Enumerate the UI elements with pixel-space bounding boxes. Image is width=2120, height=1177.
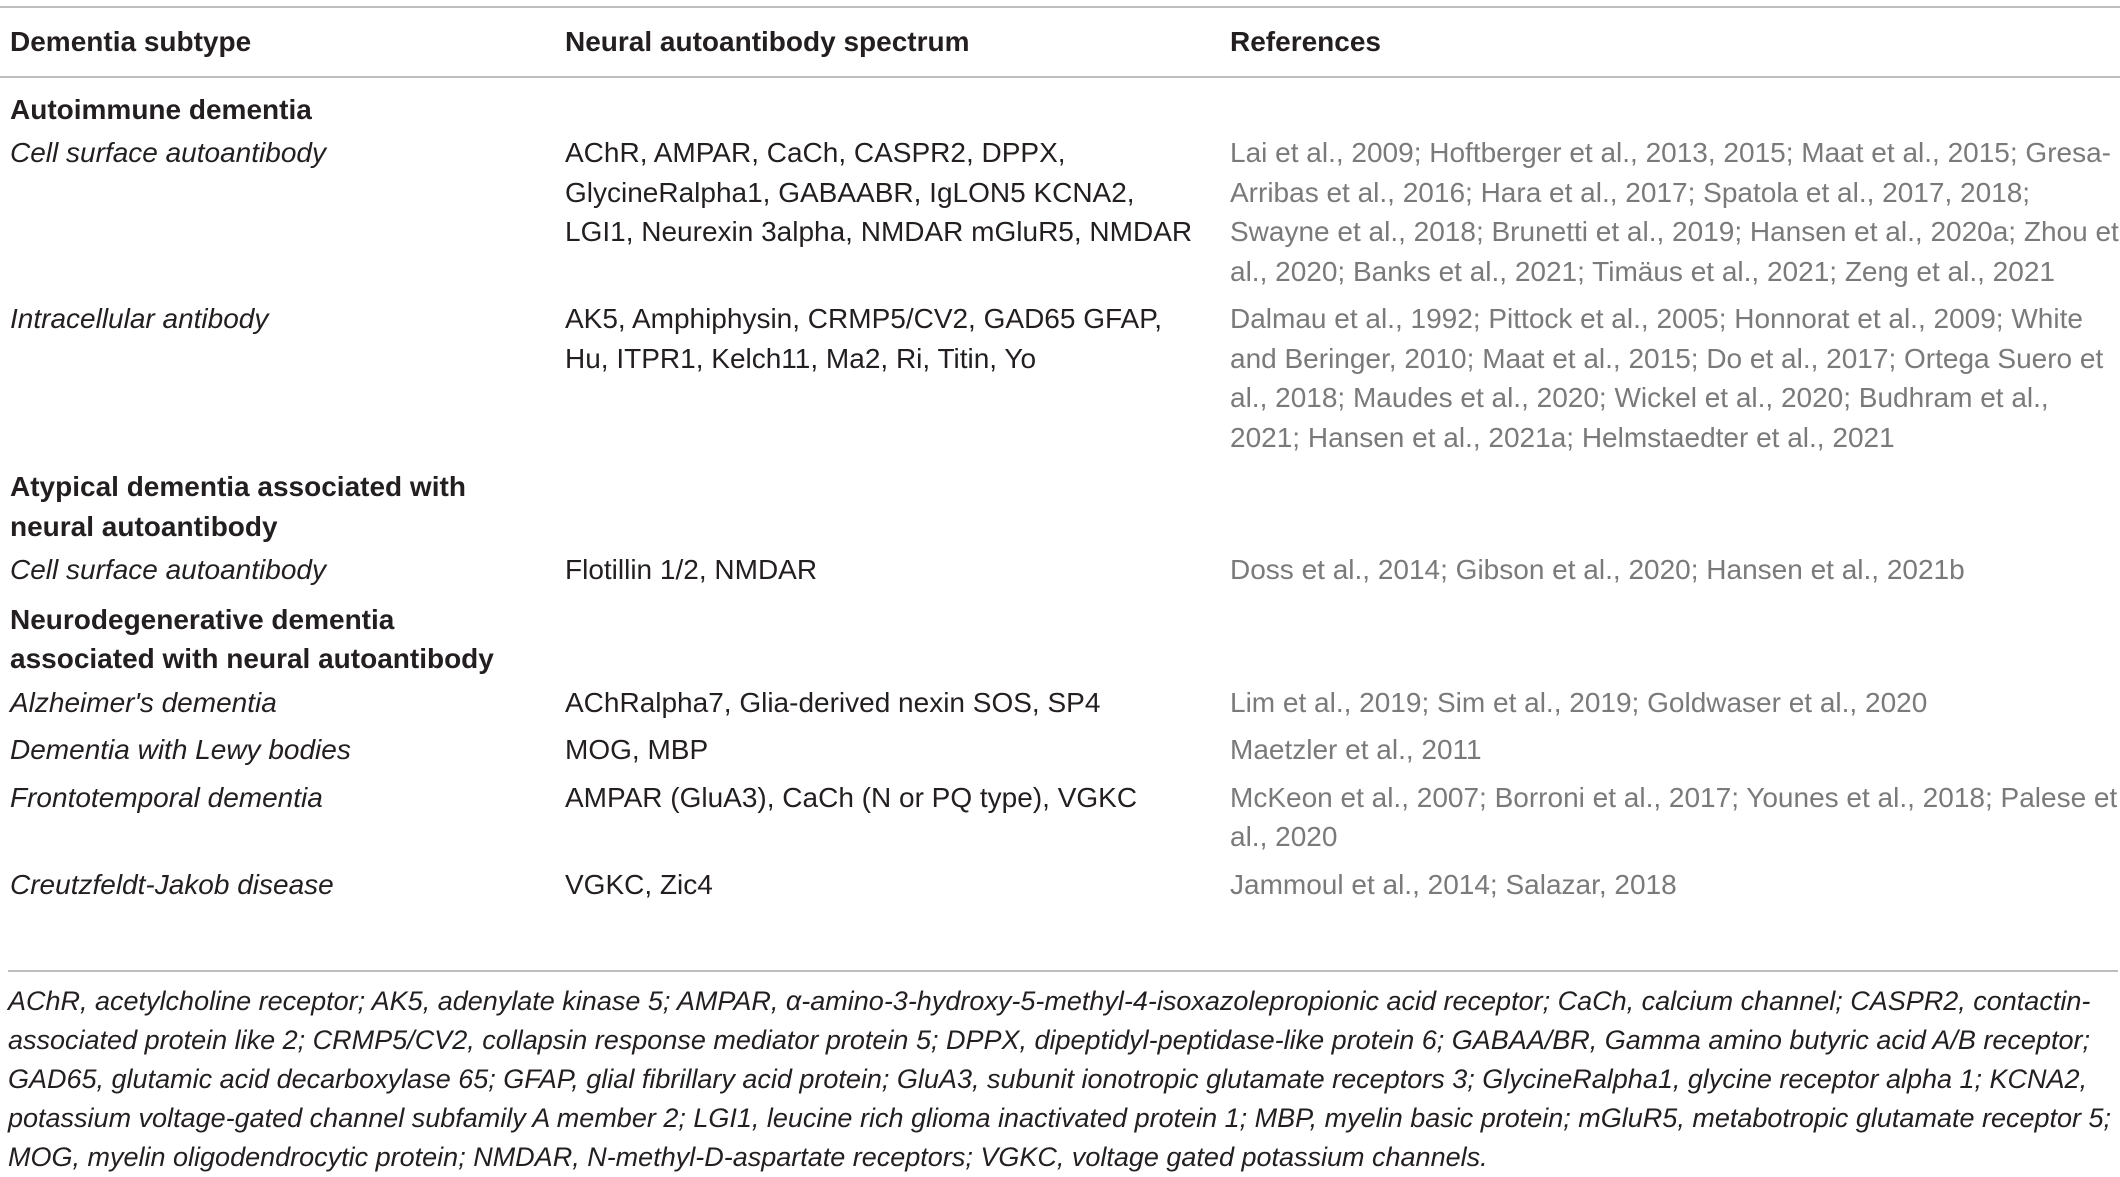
table-row [0, 295, 2120, 461]
section-row [0, 461, 2120, 546]
table-row [0, 679, 2120, 727]
table-row [0, 861, 2120, 909]
table-row [0, 129, 2120, 295]
references-cell: Dalmau et al., 1992; Pittock et al., 2005; Honnorat et al., 2009; White and Beringer, 2010; Maat et al., 2015; Do et al., 2017; Ortega Suero et al., 2018; Maudes et al., 2020; Wickel et al., 2020; Budhram et al., 2021; Hansen et al., 2021a; Helmstaedter et al., 2021 [1230, 303, 2104, 453]
references-cell: Lai et al., 2009; Hoftberger et al., 2013, 2015; Maat et al., 2015; Gresa-Arribas et al., 2016; Hara et al., 2017; Spatola et al., 2017, 2018; Swayne et al., 2018; Brunetti et al., 2019; Hansen et al., 2020a; Zhou et al., 2020; Banks et al., 2021; Timäus et al., 2021; Zeng et al., 2021 [1230, 137, 2119, 287]
antibody-cell: Flotillin 1/2, NMDAR [565, 554, 818, 585]
header-autoantibody-spectrum: Neural autoantibody spectrum [555, 7, 1220, 77]
table-row [0, 546, 2120, 594]
references-cell: Lim et al., 2019; Sim et al., 2019; Goldwaser et al., 2020 [1230, 686, 1928, 718]
subtype-cell: Frontotemporal dementia [10, 781, 323, 813]
footnote-text: AChR, acetylcholine receptor; AK5, adenylate kinase 5; AMPAR, α-amino-3-hydroxy-5-methyl-4-isoxazolepropionic acid receptor; CaCh, calcium channel; CASPR2, contactin-associated protein like 2; CRMP5/CV2, collapsin response mediator protein 5; DPPX, dipeptidyl-peptidase-like protein 6; GABAA/BR, Gamma amino butyric acid A/B receptor; GAD65, glutamic acid decarboxylase 65; GFAP, glial fibrillary acid protein; GluA3, subunit ionotropic glutamate receptors 3; GlycineRalpha1, glycine receptor alpha 1; KCNA2, potassium voltage-gated channel subfamily A member 2; LGI1, leucine rich glioma inactivated protein 1; MBP, myelin basic protein; mGluR5, metabotropic glutamate receptor 5; MOG, myelin oligodendrocytic protein; NMDAR, N-methyl-D-aspartate receptors; VGKC, voltage gated potassium channels. [8, 986, 2112, 1172]
section-title: Neurodegenerative dementia associated with neural autoantibody [10, 603, 494, 674]
section-row [0, 594, 2120, 679]
antibody-cell: AChR, AMPAR, CaCh, CASPR2, DPPX, GlycineRalpha1, GABAABR, IgLON5 KCNA2, LGI1, Neurexin 3alpha, NMDAR mGluR5, NMDAR [565, 137, 1193, 247]
antibody-cell: AChRalpha7, Glia-derived nexin SOS, SP4 [565, 686, 1101, 718]
section-title: Atypical dementia associated with neural autoantibody [10, 471, 466, 542]
references-cell: Jammoul et al., 2014; Salazar, 2018 [1230, 868, 1677, 900]
subtype-cell: Intracellular antibody [10, 303, 269, 334]
subtype-cell: Alzheimer's dementia [10, 686, 277, 718]
antibody-cell: AK5, Amphiphysin, CRMP5/CV2, GAD65 GFAP, Hu, ITPR1, Kelch11, Ma2, Ri, Titin, Yo [565, 303, 1163, 374]
subtype-cell: Cell surface autoantibody [10, 137, 326, 168]
antibody-cell: AMPAR (GluA3), CaCh (N or PQ type), VGKC [565, 781, 1138, 813]
dementia-autoantibody-table [0, 6, 2120, 908]
references-cell: Doss et al., 2014; Gibson et al., 2020; Hansen et al., 2021b [1230, 554, 1965, 585]
section-title: Autoimmune dementia [10, 93, 312, 125]
antibody-cell: MOG, MBP [565, 734, 709, 765]
subtype-cell: Creutzfeldt-Jakob disease [10, 868, 334, 900]
header-dementia-subtype: Dementia subtype [0, 7, 555, 77]
references-cell: Maetzler et al., 2011 [1230, 734, 1482, 765]
header-row [0, 7, 2120, 77]
section-row [0, 77, 2120, 130]
table-row [0, 774, 2120, 861]
table-row [0, 726, 2120, 774]
antibody-cell: VGKC, Zic4 [565, 868, 713, 900]
header-references: References [1220, 7, 2120, 77]
subtype-cell: Cell surface autoantibody [10, 554, 326, 585]
references-cell: McKeon et al., 2007; Borroni et al., 2017; Younes et al., 2018; Palese et al., 2020 [1230, 781, 2118, 852]
table-footnote [8, 970, 2118, 1177]
subtype-cell: Dementia with Lewy bodies [10, 734, 351, 765]
